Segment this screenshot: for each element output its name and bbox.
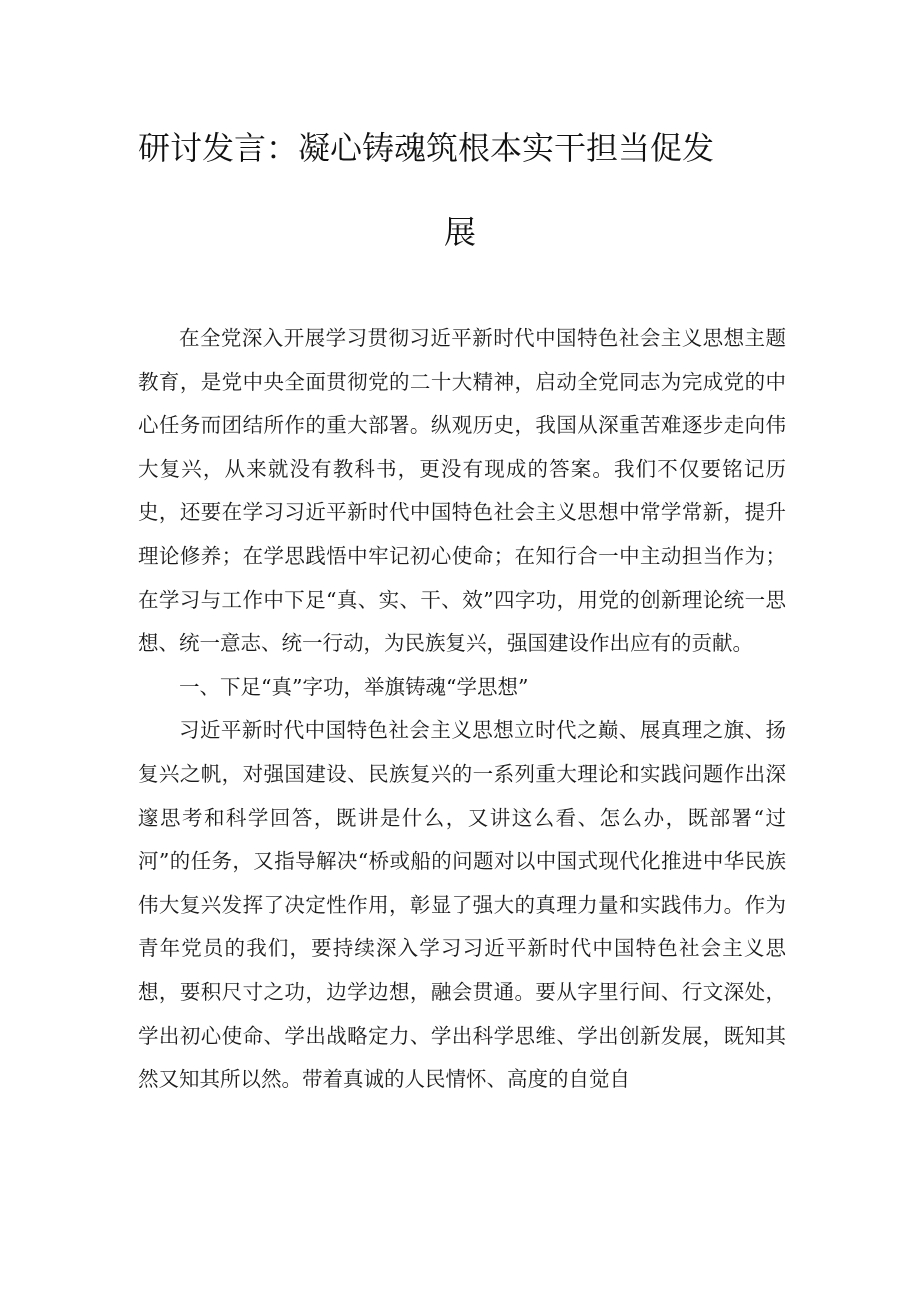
- document-body: [138, 317, 786, 1102]
- section-heading-1: 一、下足“真”字功，举旗铸魂“学思想”: [179, 674, 529, 699]
- document-title-line-2: 展: [443, 213, 476, 251]
- document-title-line-1: 研讨发言：凝心铸魂筑根本实干担当促发: [138, 129, 715, 167]
- body-paragraph: 习近平新时代中国特色社会主义思想立时代之巅、展真理之旗、扬复兴之帆，对强国建设、民族复兴的一系列重大理论和实践问题作出深邃思考和科学回答，既讲是什么，又讲这么看、怎么办，既部署“过河”的任务，又指导解决“桥或船的问题对以中国式现代化推进中华民族伟大复兴发挥了决定性作用，彰显了强大的真理力量和实践伟力。作为青年党员的我们，要持续深入学习习近平新时代中国特色社会主义思想，要积尺寸之功，边学边想，融会贯通。要从字里行间、行文深处，学出初心使命、学出战略定力、学出科学思维、学出创新发展，既知其然又知其所以然。带着真诚的人民情怀、高度的自觉自: [138, 718, 786, 1092]
- intro-paragraph: 在全党深入开展学习贯彻习近平新时代中国特色社会主义思想主题教育，是党中央全面贯彻党的二十大精神，启动全党同志为完成党的中心任务而团结所作的重大部署。纵观历史，我国从深重苦难逐步走向伟大复兴，从来就没有教科书，更没有现成的答案。我们不仅要铭记历史，还要在学习习近平新时代中国特色社会主义思想中常学常新，提升理论修养；在学思践悟中牢记初心使命；在知行合一中主动担当作为；在学习与工作中下足“真、实、干、效”四字功，用党的创新理论统一思想、统一意志、统一行动，为民族复兴，强国建设作出应有的贡献。: [138, 326, 786, 656]
